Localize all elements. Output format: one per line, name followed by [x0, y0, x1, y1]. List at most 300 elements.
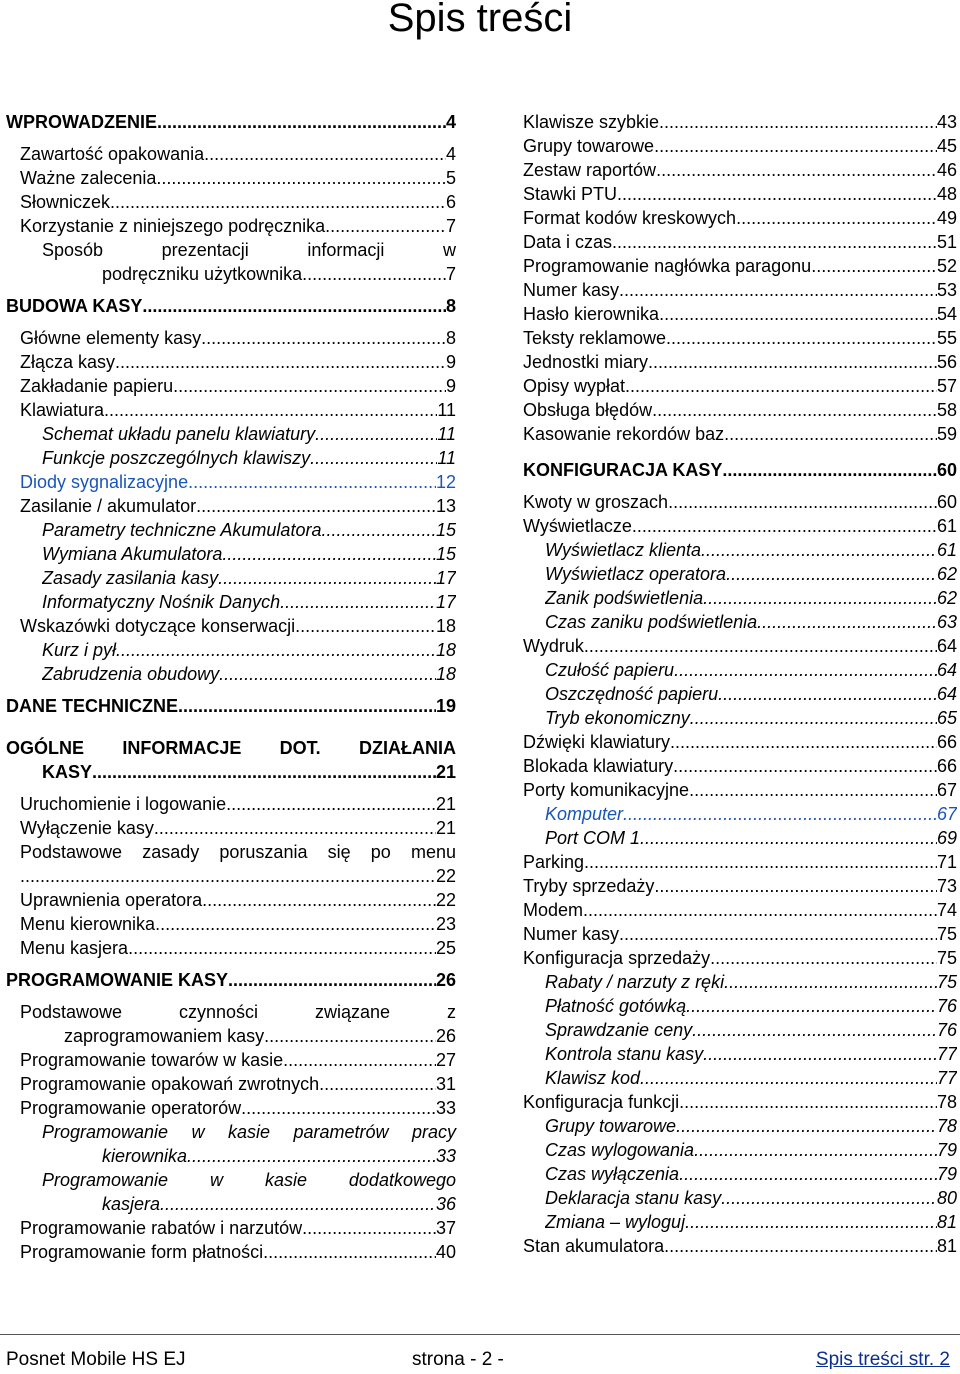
- toc-entry-title: Data i czas: [523, 232, 613, 252]
- toc-entry-title-line2: kierownika: [102, 1146, 188, 1166]
- toc-entry[interactable]: [6, 590, 456, 614]
- toc-page-number: 54: [936, 304, 957, 324]
- toc-page-number: 33: [435, 1098, 456, 1118]
- toc-page-number: 53: [936, 280, 957, 300]
- toc-entry-line: [545, 1042, 957, 1066]
- toc-page-number: 8: [445, 296, 456, 316]
- toc-entry-title: Uprawnienia operatora: [20, 890, 203, 910]
- toc-entry-title: Menu kasjera: [20, 938, 129, 958]
- toc-page-number: 26: [435, 970, 456, 990]
- toc-entry-title: Kurz i pył: [42, 640, 117, 660]
- toc-entry-title-line1: OGÓLNE INFORMACJE DOT. DZIAŁANIA: [6, 738, 456, 758]
- toc-entry-title: Płatność gotówką: [545, 996, 687, 1016]
- toc-entry-line: [523, 850, 957, 874]
- toc-page-number: 73: [936, 876, 957, 896]
- toc-entry-title-line2: KASY: [42, 762, 93, 782]
- toc-entry-title: Numer kasy: [523, 280, 620, 300]
- toc-entry-line: [545, 658, 957, 682]
- toc-entry-line2: [20, 1024, 456, 1048]
- toc-leader-dots: [302, 262, 446, 286]
- toc-entry-title: Zanik podświetlenia: [545, 588, 704, 608]
- toc-entry[interactable]: [523, 1018, 957, 1042]
- toc-page-number: 61: [936, 540, 957, 560]
- toc-entry-line: [20, 614, 456, 638]
- toc-entry-title: Uruchomienie i logowanie: [20, 794, 227, 814]
- toc-entry-line: [523, 778, 957, 802]
- toc-page-number: 65: [936, 708, 957, 728]
- toc-entry[interactable]: [6, 792, 456, 816]
- toc-entry[interactable]: [6, 694, 456, 718]
- toc-page-number: 4: [445, 144, 456, 164]
- toc-entry-line: [523, 874, 957, 898]
- toc-entry[interactable]: [6, 968, 456, 992]
- toc-entry[interactable]: [6, 1072, 456, 1096]
- toc-entry-line: [523, 730, 957, 754]
- toc-entry[interactable]: [6, 816, 456, 840]
- toc-leader-dots: [280, 590, 436, 614]
- toc-entry-title: Obsługa błędów: [523, 400, 653, 420]
- toc-leader-dots: [724, 970, 937, 994]
- toc-leader-dots: [92, 760, 436, 784]
- toc-entry[interactable]: [6, 166, 456, 190]
- toc-entry-line: [20, 494, 456, 518]
- toc-entry-line: [6, 110, 456, 134]
- toc-entry[interactable]: [6, 422, 456, 446]
- toc-leader-dots: [222, 542, 436, 566]
- toc-leader-dots: [325, 214, 446, 238]
- toc-entry-title: Programowanie rabatów i narzutów: [20, 1218, 303, 1238]
- toc-entry[interactable]: [523, 898, 957, 922]
- toc-leader-dots: [157, 110, 446, 134]
- toc-entry[interactable]: [6, 398, 456, 422]
- toc-entry[interactable]: [6, 294, 456, 318]
- toc-entry[interactable]: [523, 278, 957, 302]
- toc-page-number: 81: [936, 1236, 957, 1256]
- toc-entry-line: [545, 1066, 957, 1090]
- toc-entry-title-line1: Podstawowe czynności związane z: [20, 1002, 456, 1022]
- toc-entry-line: [545, 826, 957, 850]
- toc-entry-line: [523, 326, 957, 350]
- toc-entry-line: [523, 490, 957, 514]
- toc-entry[interactable]: [523, 802, 957, 826]
- toc-leader-dots: [724, 422, 937, 446]
- toc-entry-title: KONFIGURACJA KASY: [523, 460, 723, 480]
- toc-page-number: 77: [936, 1068, 957, 1088]
- toc-entry[interactable]: [6, 1216, 456, 1240]
- toc-entry-line: [523, 230, 957, 254]
- toc-page-number: 12: [435, 472, 456, 492]
- toc-page-number: 8: [445, 328, 456, 348]
- toc-entry[interactable]: [6, 888, 456, 912]
- toc-entry-line: [545, 562, 957, 586]
- toc-entry-title: Zawartość opakowania: [20, 144, 205, 164]
- toc-entry[interactable]: [523, 1138, 957, 1162]
- toc-leader-dots: [692, 1018, 937, 1042]
- toc-entry[interactable]: [6, 470, 456, 494]
- toc-entry[interactable]: [523, 1210, 957, 1234]
- toc-entry[interactable]: [523, 730, 957, 754]
- toc-entry-line: [545, 610, 957, 634]
- toc-entry-line: [42, 662, 456, 686]
- toc-page-number: 27: [435, 1050, 456, 1070]
- toc-entry-title: Zestaw raportów: [523, 160, 657, 180]
- toc-page-number: 37: [435, 1218, 456, 1238]
- toc-leader-dots: [219, 662, 436, 686]
- toc-page-number: 21: [435, 818, 456, 838]
- toc-leader-dots: [640, 1066, 937, 1090]
- toc-spacer: [6, 960, 456, 968]
- toc-entry-line: [523, 350, 957, 374]
- toc-entry-title: Złącza kasy: [20, 352, 116, 372]
- toc-entry[interactable]: [523, 1042, 957, 1066]
- toc-entry-line: [20, 1216, 456, 1240]
- toc-spacer: [6, 718, 456, 736]
- toc-entry[interactable]: [6, 238, 456, 286]
- toc-page-number: 7: [445, 216, 456, 236]
- toc-entry[interactable]: [6, 110, 456, 134]
- toc-entry-line: [545, 1018, 957, 1042]
- toc-spacer: [523, 482, 957, 490]
- toc-entry-title: Wyświetlacz klienta: [545, 540, 702, 560]
- toc-page-number: 13: [435, 496, 456, 516]
- toc-entry[interactable]: [523, 538, 957, 562]
- toc-entry[interactable]: [523, 610, 957, 634]
- toc-entry[interactable]: [523, 422, 957, 446]
- toc-entry-line: [6, 968, 456, 992]
- toc-entry-title: Wyświetlacz operatora: [545, 564, 727, 584]
- toc-entry[interactable]: [523, 946, 957, 970]
- toc-leader-dots: [283, 1048, 436, 1072]
- toc-entry-title-line1: Sposób prezentacji informacji w: [42, 240, 456, 260]
- toc-entry-line: [523, 134, 957, 158]
- toc-page-number: 80: [936, 1188, 957, 1208]
- toc-page-number: 5: [445, 168, 456, 188]
- toc-entry-line: [523, 1090, 957, 1114]
- toc-entry[interactable]: [6, 1000, 456, 1048]
- toc-entry-title: Ważne zalecenia: [20, 168, 157, 188]
- toc-entry-title: Sprawdzanie ceny: [545, 1020, 693, 1040]
- toc-leader-dots: [173, 374, 446, 398]
- toc-leader-dots: [726, 562, 937, 586]
- toc-entry-line: [20, 470, 456, 494]
- toc-page-number: 25: [435, 938, 456, 958]
- toc-entry[interactable]: [523, 562, 957, 586]
- toc-entry-line: [20, 1240, 456, 1264]
- toc-entry[interactable]: [523, 682, 957, 706]
- toc-leader-dots: [188, 470, 436, 494]
- toc-leader-dots: [670, 730, 937, 754]
- toc-leader-dots: [178, 694, 436, 718]
- toc-leader-dots: [310, 446, 437, 470]
- toc-entry[interactable]: [6, 374, 456, 398]
- toc-entry-line: [6, 294, 456, 318]
- toc-entry[interactable]: [523, 922, 957, 946]
- toc-entry-line: [42, 518, 456, 542]
- toc-leader-dots: [110, 190, 446, 214]
- toc-page-number: 58: [936, 400, 957, 420]
- toc-leader-dots: [694, 1138, 937, 1162]
- toc-leader-dots: [128, 936, 436, 960]
- toc-entry-title-line2: zaprogramowaniem kasy: [64, 1026, 265, 1046]
- toc-entry[interactable]: [523, 778, 957, 802]
- toc-entry[interactable]: [523, 206, 957, 230]
- toc-leader-dots: [302, 1216, 436, 1240]
- toc-entry[interactable]: [6, 1048, 456, 1072]
- toc-entry[interactable]: [523, 634, 957, 658]
- toc-leader-dots: [617, 182, 937, 206]
- toc-entry[interactable]: [523, 134, 957, 158]
- toc-entry-line: [42, 638, 456, 662]
- toc-entry-line: [20, 792, 456, 816]
- toc-leader-dots: [721, 1186, 937, 1210]
- toc-entry[interactable]: [6, 1240, 456, 1264]
- toc-entry[interactable]: [6, 840, 456, 888]
- toc-spacer: [6, 992, 456, 1000]
- toc-entry-title: Zasady zasilania kasy: [42, 568, 219, 588]
- toc-leader-dots: [654, 874, 937, 898]
- toc-leader-dots: [263, 1240, 436, 1264]
- toc-leader-dots: [116, 638, 436, 662]
- toc-entry-title: Programowanie form płatności: [20, 1242, 264, 1262]
- toc-entry-title: Stan akumulatora: [523, 1236, 665, 1256]
- toc-entry[interactable]: [6, 494, 456, 518]
- toc-entry-title: Teksty reklamowe: [523, 328, 667, 348]
- toc-entry[interactable]: [523, 586, 957, 610]
- toc-page-number: 62: [936, 588, 957, 608]
- toc-entry-line: [545, 970, 957, 994]
- toc-leader-dots: [664, 1234, 937, 1258]
- toc-page-number: 9: [445, 352, 456, 372]
- toc-entry[interactable]: [523, 110, 957, 134]
- toc-spacer: [6, 134, 456, 142]
- toc-page-number: 36: [435, 1194, 456, 1214]
- toc-entry-line: [20, 142, 456, 166]
- toc-page-number: 69: [936, 828, 957, 848]
- toc-entry[interactable]: [523, 826, 957, 850]
- toc-entry-line: [523, 278, 957, 302]
- toc-entry-title: Zasilanie / akumulator: [20, 496, 197, 516]
- toc-page-number: 62: [936, 564, 957, 584]
- toc-leader-dots: [228, 968, 436, 992]
- toc-entry[interactable]: [523, 458, 957, 482]
- toc-page-number: 48: [936, 184, 957, 204]
- toc-entry-title: Diody sygnalizacyjne: [20, 472, 189, 492]
- toc-entry-line: [523, 754, 957, 778]
- toc-entry[interactable]: [523, 994, 957, 1018]
- toc-entry-line: [20, 1072, 456, 1096]
- toc-entry-title: WPROWADZENIE: [6, 112, 157, 132]
- toc-page-number: 11: [437, 400, 456, 420]
- toc-entry[interactable]: [523, 158, 957, 182]
- toc-entry-title: Wskazówki dotyczące konserwacji: [20, 616, 296, 636]
- toc-entry-title: Zakładanie papieru: [20, 376, 174, 396]
- toc-leader-dots: [142, 294, 446, 318]
- toc-entry-title: Programowanie operatorów: [20, 1098, 242, 1118]
- toc-entry-line: [6, 694, 456, 718]
- toc-entry[interactable]: [6, 1168, 456, 1216]
- toc-entry[interactable]: [523, 874, 957, 898]
- toc-entry-title-line1: Programowanie w kasie parametrów pracy: [42, 1122, 456, 1142]
- toc-entry[interactable]: [523, 490, 957, 514]
- toc-entry-line: [20, 398, 456, 422]
- toc-entry-title: Wydruk: [523, 636, 584, 656]
- toc-entry-title: Konfiguracja sprzedaży: [523, 948, 711, 968]
- toc-leader-dots: [654, 134, 937, 158]
- toc-page-number: 79: [936, 1140, 957, 1160]
- toc-page-number: 75: [936, 924, 957, 944]
- toc-entry[interactable]: [523, 182, 957, 206]
- toc-entry-line: [523, 254, 957, 278]
- toc-entry[interactable]: [6, 1120, 456, 1168]
- toc-entry-title: Opisy wypłat: [523, 376, 626, 396]
- toc-entry-line: [523, 422, 957, 446]
- toc-entry-line: [523, 458, 957, 482]
- toc-entry-line2: [42, 1144, 456, 1168]
- toc-entry[interactable]: [523, 706, 957, 730]
- toc-entry[interactable]: [6, 566, 456, 590]
- toc-entry[interactable]: [523, 374, 957, 398]
- toc-page-number: 75: [936, 948, 957, 968]
- toc-entry-title: Porty komunikacyjne: [523, 780, 690, 800]
- toc-leader-dots: [154, 816, 436, 840]
- toc-entry-title: Kasowanie rekordów baz: [523, 424, 725, 444]
- toc-entry[interactable]: [523, 850, 957, 874]
- toc-entry-title: Główne elementy kasy: [20, 328, 202, 348]
- toc-entry[interactable]: [523, 754, 957, 778]
- toc-entry-title: Menu kierownika: [20, 914, 156, 934]
- toc-page-number: 76: [936, 1020, 957, 1040]
- toc-entry[interactable]: [6, 214, 456, 238]
- toc-entry[interactable]: [523, 658, 957, 682]
- toc-leader-dots: [722, 458, 937, 482]
- toc-entry-line: [523, 398, 957, 422]
- toc-leader-dots: [241, 1096, 436, 1120]
- toc-entry-line: [42, 566, 456, 590]
- toc-entry-title: Dźwięki klawiatury: [523, 732, 671, 752]
- toc-entry[interactable]: [6, 662, 456, 686]
- toc-entry-title-line2: kasjera: [102, 1194, 161, 1214]
- toc-entry[interactable]: [523, 350, 957, 374]
- toc-entry-line: [523, 110, 957, 134]
- toc-page-number: 74: [936, 900, 957, 920]
- toc-entry-title: Blokada klawiatury: [523, 756, 674, 776]
- toc-entry-line2: [42, 262, 456, 286]
- toc-page-number: 21: [435, 794, 456, 814]
- toc-leader-dots: [710, 946, 937, 970]
- toc-entry-title: Funkcje poszczególnych klawiszy: [42, 448, 311, 468]
- toc-spacer: [6, 784, 456, 792]
- toc-leader-dots: [632, 514, 937, 538]
- toc-entry[interactable]: [523, 398, 957, 422]
- toc-entry[interactable]: [6, 518, 456, 542]
- toc-spacer: [6, 286, 456, 294]
- toc-entry-line: [42, 422, 456, 446]
- toc-leader-dots: [156, 166, 446, 190]
- toc-entry-title: Grupy towarowe: [523, 136, 655, 156]
- toc-entry[interactable]: [6, 912, 456, 936]
- toc-entry[interactable]: [523, 1066, 957, 1090]
- toc-entry[interactable]: [6, 638, 456, 662]
- toc-entry[interactable]: [523, 302, 957, 326]
- toc-entry[interactable]: [6, 326, 456, 350]
- toc-entry[interactable]: [6, 542, 456, 566]
- toc-entry-title: Komputer: [545, 804, 624, 824]
- footer-toc-link[interactable]: Spis treści str. 2: [815, 1349, 950, 1370]
- toc-entry-line: [523, 634, 957, 658]
- toc-entry[interactable]: [523, 230, 957, 254]
- toc-leader-dots: [104, 398, 437, 422]
- toc-entry[interactable]: [523, 1186, 957, 1210]
- toc-entry-line: [523, 302, 957, 326]
- toc-entry-line: [20, 214, 456, 238]
- toc-page-number: 17: [435, 568, 456, 588]
- toc-entry[interactable]: [523, 326, 957, 350]
- toc-entry-title: Deklaracja stanu kasy: [545, 1188, 722, 1208]
- toc-page-number: 31: [435, 1074, 456, 1094]
- toc-entry-line: [545, 706, 957, 730]
- toc-entry[interactable]: [6, 1096, 456, 1120]
- toc-page-number: 26: [435, 1026, 456, 1046]
- toc-entry-title: Tryby sprzedaży: [523, 876, 655, 896]
- toc-entry[interactable]: [6, 614, 456, 638]
- toc-entry[interactable]: [6, 350, 456, 374]
- toc-entry-line2: [20, 864, 456, 888]
- toc-entry[interactable]: [523, 1234, 957, 1258]
- toc-entry[interactable]: [6, 936, 456, 960]
- toc-entry-line: [545, 994, 957, 1018]
- toc-entry[interactable]: [523, 514, 957, 538]
- toc-leader-dots: [656, 158, 937, 182]
- toc-entry[interactable]: [523, 1090, 957, 1114]
- toc-right-column: [523, 110, 957, 1258]
- toc-entry-title: Programowanie nagłówka paragonu: [523, 256, 812, 276]
- toc-leader-dots: [676, 1114, 937, 1138]
- toc-entry[interactable]: [523, 970, 957, 994]
- toc-entry[interactable]: [6, 142, 456, 166]
- toc-entry-line2: [6, 760, 456, 784]
- toc-leader-dots: [612, 230, 937, 254]
- toc-leader-dots: [686, 994, 937, 1018]
- toc-page-number: 11: [437, 424, 456, 444]
- toc-leader-dots: [679, 1090, 937, 1114]
- toc-page-number: 63: [936, 612, 957, 632]
- toc-page-number: 77: [936, 1044, 957, 1064]
- toc-entry[interactable]: [523, 1114, 957, 1138]
- toc-entry-title: Klawisz kod: [545, 1068, 641, 1088]
- toc-page-number: 15: [435, 544, 456, 564]
- toc-entry-line: [42, 542, 456, 566]
- toc-entry-title: Format kodów kreskowych: [523, 208, 737, 228]
- toc-entry[interactable]: [523, 1162, 957, 1186]
- toc-entry[interactable]: [523, 254, 957, 278]
- toc-page-number: 33: [435, 1146, 456, 1166]
- toc-leader-dots: [20, 864, 436, 888]
- toc-entry[interactable]: [6, 190, 456, 214]
- toc-page-number: 49: [936, 208, 957, 228]
- toc-page-number: 57: [936, 376, 957, 396]
- toc-page-number: 46: [936, 160, 957, 180]
- toc-entry[interactable]: [6, 736, 456, 784]
- footer-page-number: strona - 2 -: [412, 1349, 504, 1370]
- toc-leader-dots: [584, 850, 937, 874]
- toc-entry-title: Czas wyłączenia: [545, 1164, 680, 1184]
- toc-entry[interactable]: [6, 446, 456, 470]
- toc-entry-line: [20, 1096, 456, 1120]
- toc-spacer: [6, 318, 456, 326]
- toc-entry-title: Wymiana Akumulatora: [42, 544, 223, 564]
- toc-entry-title: Jednostki miary: [523, 352, 649, 372]
- toc-leader-dots: [201, 326, 446, 350]
